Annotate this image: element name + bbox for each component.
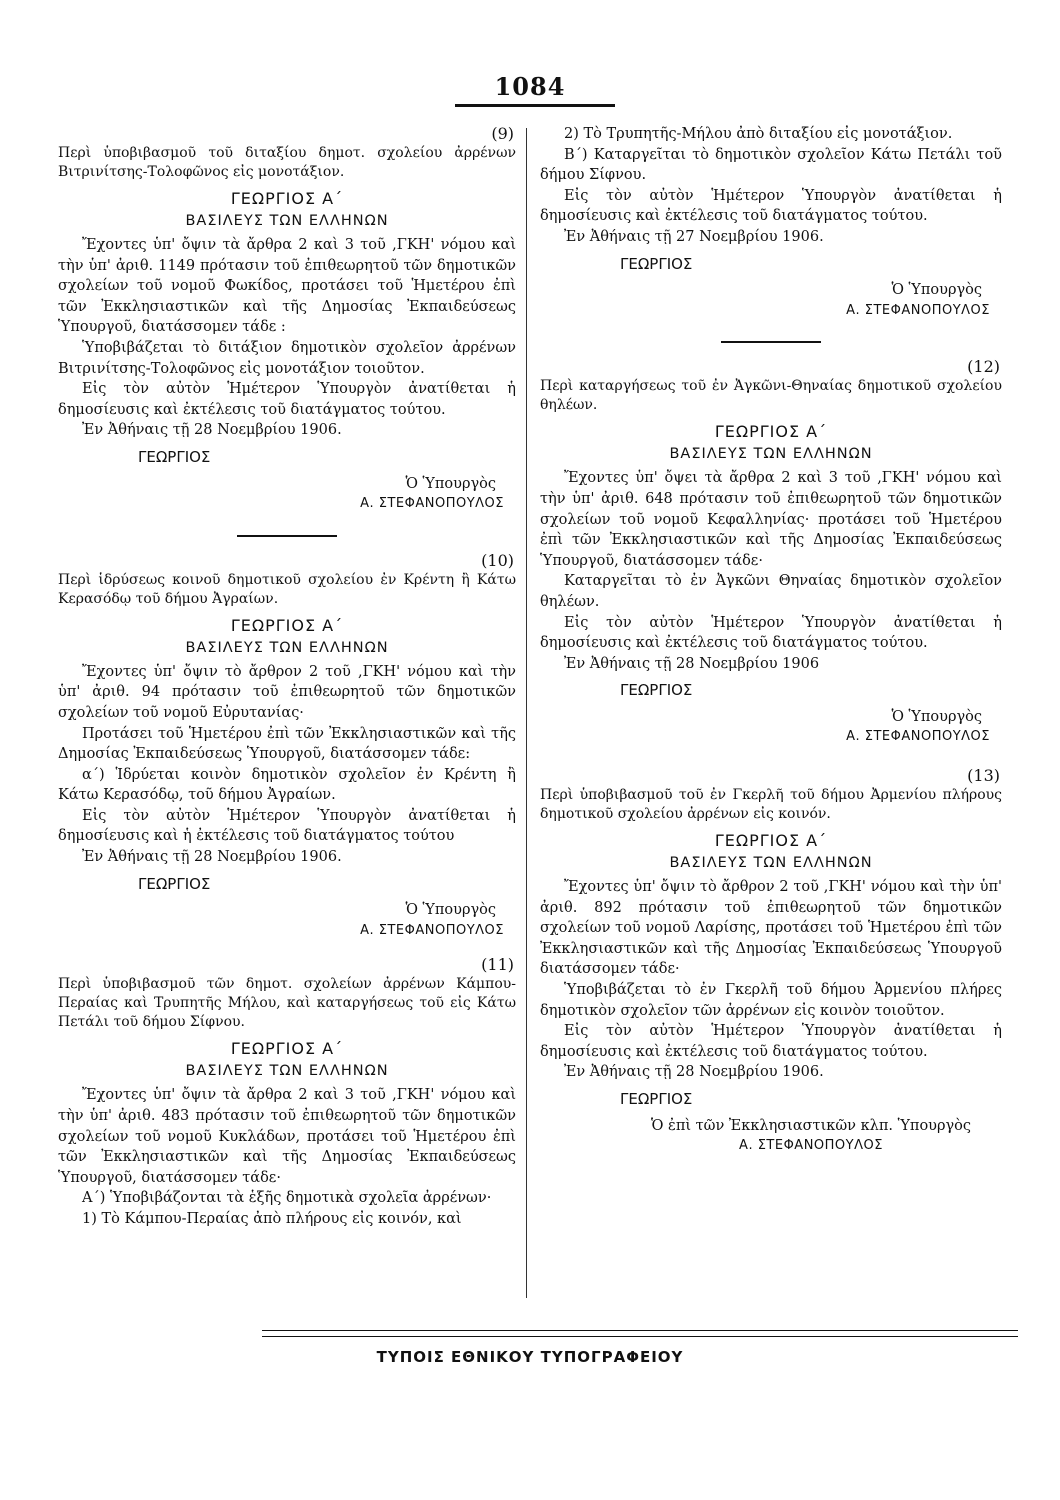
king-signature: ΓΕΩΡΓΙΟΣ (620, 1090, 693, 1108)
decree-paragraph: Α΄) Ὑποβιβάζονται τὰ ἑξῆς δημοτικὰ σχολεῖα ἀρρένων· (82, 1190, 492, 1207)
minister-title: Ὁ Ὑπουργὸς (405, 902, 496, 919)
page-number: 1084 (494, 72, 566, 101)
decree-9 (58, 124, 516, 515)
king-signature: ΓΕΩΡΓΙΟΣ (620, 254, 693, 273)
king-signature: ΓΕΩΡΓΙΟΣ (620, 681, 693, 700)
king-signature: ΓΕΩΡΓΙΟΣ (138, 447, 211, 466)
kingdom-heading: ΒΑΣΙΛΕΥΣ ΤΩΝ ΕΛΛΗΝΩΝ (185, 213, 389, 229)
minister-title: Ὁ Ὑπουργὸς (891, 708, 982, 725)
minister-title: Ὁ ἐπὶ τῶν Ἐκκλησιαστικῶν κλπ. Ὑπουργὸς (650, 1117, 972, 1134)
decree-number: (9) (491, 124, 514, 143)
king-heading: ΓΕΩΡΓΙΟΣ Α΄ (230, 615, 344, 635)
minister-title: Ὁ Ὑπουργὸς (891, 282, 982, 299)
decree-paragraph: Εἰς τὸν αὐτὸν Ἡμέτερον Ὑπουργὸν ἀνατίθεται ἡ δημοσίευσις καὶ ἐκτέλεσις τοῦ διατάγματος τούτου. (540, 1023, 1002, 1060)
king-heading: ΓΕΩΡΓΙΟΣ Α΄ (714, 422, 828, 442)
column-divider (526, 128, 527, 1298)
minister-name: Α. ΣΤΕΦΑΝΟΠΟΥΛΟΣ (360, 922, 504, 938)
kingdom-heading: ΒΑΣΙΛΕΥΣ ΤΩΝ ΕΛΛΗΝΩΝ (185, 1063, 389, 1080)
decree-subject: Περὶ ἱδρύσεως κοινοῦ δημοτικοῦ σχολείου ἐν Κρέντη ἢ Κάτω Κερασόδῳ τοῦ δήμου Ἀγραίων. (58, 571, 516, 607)
decree-date: Ἐν Ἀθήναις τῇ 28 Νοεμβρίου 1906. (82, 849, 342, 866)
kingdom-heading: ΒΑΣΙΛΕΥΣ ΤΩΝ ΕΛΛΗΝΩΝ (669, 855, 873, 872)
left-column (58, 124, 516, 1230)
king-heading: ΓΕΩΡΓΙΟΣ Α΄ (230, 189, 344, 208)
decree-number: (11) (481, 955, 514, 975)
printer-imprint: ΤΥΠΟΙΣ ΕΘΝΙΚΟΥ ΤΥΠΟΓΡΑΦΕΙΟΥ (376, 1348, 684, 1366)
decree-subject: Περὶ ὑποβιβασμοῦ τοῦ ἐν Γκερλῆ τοῦ δήμου Ἀρμενίου πλήρους δημοτικοῦ σχολείου ἀρρένων εἰς κοινόν. (540, 787, 1002, 823)
decree-subject: Περὶ ὑποβιβασμοῦ τοῦ διταξίου δημοτ. σχολείου ἀρρένων Βιτρινίτσης-Τολοφῶνος εἰς μονοτάξιον. (58, 145, 516, 180)
decree-paragraph: Εἰς τὸν αὐτὸν Ἡμέτερον Ὑπουργὸν ἀνατίθεται ἡ δημοσίευσις καὶ ἐκτέλεσις τοῦ διατάγματος τούτου. (540, 187, 1002, 225)
king-heading: ΓΕΩΡΓΙΟΣ Α΄ (230, 1039, 344, 1059)
decree-paragraph: Β΄) Καταργεῖται τὸ δημοτικὸν σχολεῖον Κάτω Πετάλι τοῦ δήμου Σίφνου. (540, 146, 1002, 184)
decree-date: Ἐν Ἀθήναις τῇ 28 Νοεμβρίου 1906. (82, 422, 342, 439)
decree-paragraph: Εἰς τὸν αὐτὸν Ἡμέτερον Ὑπουργὸν ἀνατίθεται ἡ δημοσίευσις καὶ ἡ ἐκτέλεσις τοῦ διατάγματος τούτου (58, 807, 516, 845)
king-signature: ΓΕΩΡΓΙΟΣ (138, 874, 211, 893)
decree-11 (58, 955, 516, 1229)
section-separator (237, 535, 337, 537)
decree-12 (540, 357, 1002, 748)
decree-paragraph: Ὑποβιβάζεται τὸ διτάξιον δημοτικὸν σχολεῖον ἀρρένων Βιτρινίτσης-Τολοφῶνος εἰς μονοτάξιον τοιοῦτον. (58, 339, 516, 377)
decree-paragraph: Ὑποβιβάζεται τὸ ἐν Γκερλῆ τοῦ δήμου Ἀρμενίου πλήρες δημοτικὸν σχολεῖον τῶν ἀρρένων εἰς κοινὸν τοιοῦτον. (540, 982, 1002, 1019)
minister-name: Α. ΣΤΕΦΑΝΟΠΟΥΛΟΣ (360, 496, 504, 512)
decree-paragraph: α΄) Ἱδρύεται κοινὸν δημοτικὸν σχολεῖον ἐν Κρέντη ἢ Κάτω Κερασόδῳ, τοῦ δήμου Ἀγραίων. (58, 766, 516, 804)
decree-paragraph: Ἔχοντες ὑπ' ὄψιν τὰ ἄρθρα 2 καὶ 3 τοῦ ,ΓΚΗ' νόμου καὶ τὴν ὑπ' ἀριθ. 1149 πρότασιν τοῦ ἐπιθεωρητοῦ τῶν δημοτικῶν σχολείων τοῦ νομοῦ Φωκίδος, προτάσει τοῦ Ἡμετέρου ἐπὶ τῶν Ἐκκλησιαστικῶν καὶ τῆς Δημοσίας Ἐκπαιδεύσεως Ὑπουργοῦ, διατάσσομεν τάδε : (58, 237, 516, 336)
decree-paragraph: Εἰς τὸν αὐτὸν Ἡμέτερον Ὑπουργὸν ἀνατίθεται ἡ δημοσίευσις καὶ ἐκτέλεσις τοῦ διατάγματος τούτου. (58, 381, 516, 418)
minister-name: Α. ΣΤΕΦΑΝΟΠΟΥΛΟΣ (846, 302, 990, 318)
decree-paragraph: Ἔχοντες ὑπ' ὄψιν τὰ ἄρθρα 2 καὶ 3 τοῦ ,ΓΚΗ' νόμου καὶ τὴν ὑπ' ἀριθ. 483 πρότασιν τοῦ ἐπιθεωρητοῦ τῶν δημοτικῶν σχολείων τοῦ νομοῦ Κυκλάδων, προτάσει τοῦ Ἡμετέρου ἐπὶ τῶν Ἐκκλησιαστικῶν καὶ τῆς Δημοσίας Ἐκπαιδεύσεως Ὑπουργοῦ, διατάσσομεν τάδε· (58, 1087, 516, 1186)
decree-paragraph: Καταργεῖται τὸ ἐν Ἀγκῶνι Θηναίας δημοτικὸν σχολεῖον θηλέων. (540, 573, 1002, 610)
decree-date: Ἐν Ἀθήναις τῇ 28 Νοεμβρίου 1906. (564, 1064, 824, 1081)
decree-10 (58, 551, 516, 942)
kingdom-heading: ΒΑΣΙΛΕΥΣ ΤΩΝ ΕΛΛΗΝΩΝ (185, 639, 389, 656)
minister-title: Ὁ Ὑπουργὸς (405, 475, 496, 492)
decree-number: (10) (481, 550, 514, 570)
header-rule (455, 104, 615, 107)
decree-subject: Περὶ καταργήσεως τοῦ ἐν Ἀγκῶνι-Θηναίας δημοτικοῦ σχολείου θηλέων. (540, 378, 1002, 414)
decree-number: (12) (967, 357, 1000, 377)
decree-paragraph: Ἔχοντες ὑπ' ὄψει τὰ ἄρθρα 2 καὶ 3 τοῦ ,ΓΚΗ' νόμου καὶ τὴν ὑπ' ἀριθ. 648 πρότασιν τοῦ ἐπιθεωρητοῦ τῶν δημοτικῶν σχολείων τοῦ νομοῦ Κεφαλληνίας· προτάσει τοῦ Ἡμετέρου ἐπὶ τῶν Ἐκκλησιαστικῶν καὶ τῆς Δημοσίας Ἐκπαιδεύσεως Ὑπουργοῦ, διατάσσομεν τάδε· (540, 470, 1002, 569)
minister-name: Α. ΣΤΕΦΑΝΟΠΟΥΛΟΣ (739, 1138, 883, 1154)
footer-rule (262, 1330, 1018, 1331)
decree-paragraph: Προτάσει τοῦ Ἡμετέρου ἐπὶ τῶν Ἐκκλησιαστικῶν καὶ τῆς Δημοσίας Ἐκπαιδεύσεως Ὑπουργοῦ, διατάσσομεν τάδε: (58, 725, 516, 763)
decree-number: (13) (967, 766, 1000, 786)
decree-paragraph: Ἔχοντες ὑπ' ὄψιν τὸ ἄρθρον 2 τοῦ ,ΓΚΗ' νόμου καὶ τὴν ὑπ' ἀριθ. 94 πρότασιν τοῦ ἐπιθεωρητοῦ τῶν δημοτικῶν σχολείων τοῦ νομοῦ Εὐρυτανίας· (58, 663, 516, 721)
decree-date: Ἐν Ἀθήναις τῇ 28 Νοεμβρίου 1906 (564, 655, 820, 672)
king-heading: ΓΕΩΡΓΙΟΣ Α΄ (714, 831, 828, 851)
section-separator (721, 341, 821, 343)
decree-paragraph: Εἰς τὸν αὐτὸν Ἡμέτερον Ὑπουργὸν ἀνατίθεται ἡ δημοσίευσις καὶ ἐκτέλεσις τοῦ διατάγματος τούτου. (540, 614, 1002, 652)
footer-rule (262, 1336, 1018, 1337)
decree-date: Ἐν Ἀθήναις τῇ 27 Νοεμβρίου 1906. (564, 228, 824, 245)
kingdom-heading: ΒΑΣΙΛΕΥΣ ΤΩΝ ΕΛΛΗΝΩΝ (669, 446, 873, 463)
decree-11-continued (540, 124, 1002, 321)
decree-paragraph: Ἔχοντες ὑπ' ὄψιν τὸ ἄρθρον 2 τοῦ ,ΓΚΗ' νόμου καὶ τὴν ὑπ' ἀριθ. 892 πρότασιν τοῦ ἐπιθεωρητοῦ τῶν δημοτικῶν σχολείων τοῦ νομοῦ Λαρίσης, προτάσει τοῦ Ἡμετέρου ἐπὶ τῶν Ἐκκλησιαστικῶν καὶ τῆς Δημοσίας Ἐκπαιδεύσεως Ὑπουργοῦ διατάσσομεν τάδε· (540, 879, 1002, 978)
decree-13 (540, 766, 1002, 1157)
decree-paragraph: 1) Τὸ Κάμπου-Περαίας ἀπὸ πλήρους εἰς κοινόν, καὶ (82, 1211, 462, 1227)
decree-subject: Περὶ ὑποβιβασμοῦ τῶν δημοτ. σχολείων ἀρρένων Κάμπου-Περαίας καὶ Τρυπητῆς Μήλου, καὶ καταργήσεως τοῦ εἰς Κάτω Πετάλι τοῦ δήμου Σίφνου. (58, 976, 516, 1031)
minister-name: Α. ΣΤΕΦΑΝΟΠΟΥΛΟΣ (846, 729, 990, 745)
right-column (540, 124, 1002, 1157)
decree-paragraph: 2) Τὸ Τρυπητῆς-Μήλου ἀπὸ διταξίου εἰς μονοτάξιον. (564, 126, 953, 142)
